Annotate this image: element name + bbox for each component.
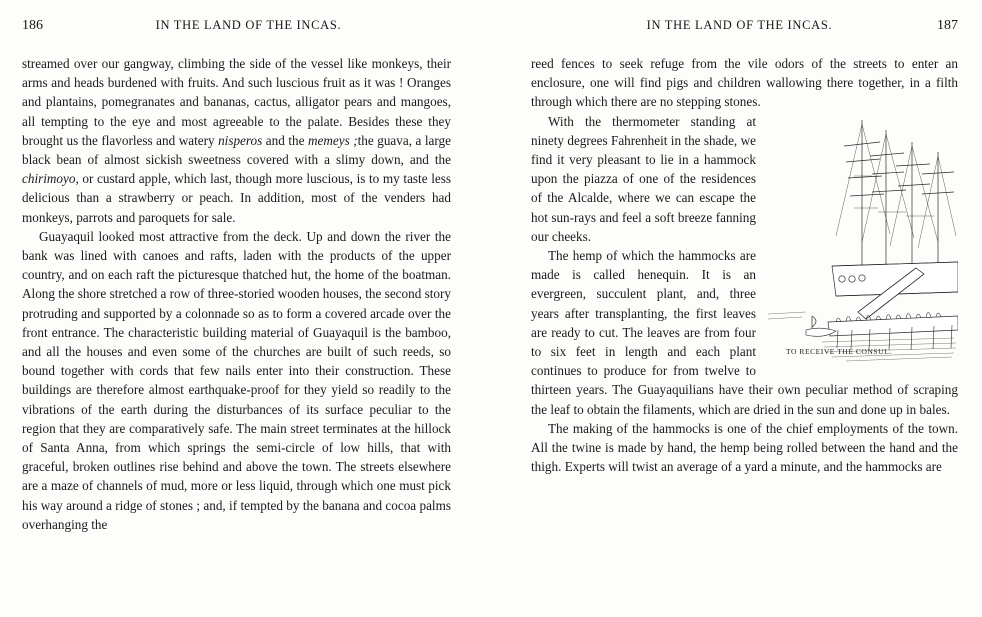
illustration-caption: TO RECEIVE THE CONSUL.	[786, 347, 892, 357]
fragment: and the	[262, 132, 308, 148]
paragraph: reed fences to seek refuge from the vile odors of the streets to enter an enclosure, one will find pigs and children wallowing there together, in a filth through which there are no stepping stones.	[531, 56, 958, 110]
paragraph	[22, 54, 451, 227]
italic-word-nisperos: nisperos	[218, 132, 263, 148]
right-page	[491, 0, 982, 617]
right-running-head	[531, 18, 958, 40]
right-page-body	[531, 54, 958, 476]
left-page-body	[22, 54, 451, 534]
left-folio: 186	[22, 18, 43, 33]
italic-word-memeys: memeys ;	[307, 132, 358, 148]
right-running-title: IN THE LAND OF THE INCAS.	[646, 18, 833, 32]
engraving-artwork	[766, 116, 958, 364]
italic-word-chirimoyo: chirimoyo	[22, 171, 76, 187]
paragraph-text-cont: the guava, a large black bean of almost sickish sweetness covered with a slimy down, and the	[22, 132, 451, 168]
paragraph: The making of the hammocks is one of the chief employments of the town. All the twine is made by hand, the hemp being rolled between the hand and the thigh. Experts will twist an average of a yard a minute, and the hammocks are	[531, 420, 958, 475]
paragraph: With the thermometer standing at ninety degrees Fahrenheit in the shade, we find it very pleasant to lie in a hammock upon the piazza of one of the residences of the Alcalde, where we can escape the hot sun-rays and feel a soft breeze fanning our cheeks.	[531, 113, 756, 244]
fragment-end: , or custard apple, which last, though more luscious, is to my taste less delicious than a strawberry or peach. In addition, most of the venders had monkeys, parrots and paroquets for sale.	[22, 171, 451, 225]
right-folio: 187	[937, 18, 958, 33]
paragraph: Guayaquil looked most attractive from the deck. Up and down the river the bank was lined with canoes and rafts, laden with the products of the upper country, and on each raft the picturesque thatched hut, the home of the boatman. Along the shore stretched a row of three-storied wooden houses, the second story protruding and supported by a colonnade so as to form a covered arcade over the front entrance. The characteristic building material of Guayaquil is the bamboo, and all the houses and even some of the churches are built of such reeds, so bound together with cords that few nails enter into their construction. These buildings are therefore almost earthquake-proof for they yield so readily to the vibrations of the earth during the disturbances of its surface peculiar to the region that they are comparatively safe. The main street terminates at the hillock of Santa Anna, from which springs the semi-circle of low hills, that with graceful, broken outlines rise behind and above the town. The streets elsewhere are a maze of channels of mud, more or less liquid, through which one must pick his way around a ridge of stones ; and, if tempted by the banana and cocoa palms overhanging the	[22, 228, 451, 532]
left-running-title: IN THE LAND OF THE INCAS.	[155, 18, 342, 32]
ship-and-dock-engraving	[766, 116, 958, 364]
paragraph-text: streamed over our gangway, climbing the side of the vessel like monkeys, their arms and heads burdened with fruits. And such luscious fruit as it was ! Oranges and plantains, pomegranates and bananas, cactus, alligator pears and mangoes, all tempting to the eye and most agreeable to the palate. Besides these they brought us the flavorless and watery	[22, 56, 451, 148]
paragraph: The hemp of which the hammocks are made is called henequin. It is an evergreen, succulent plant, and, three years after transplanting, the first leaves are ready to cut. The leaves are from four to six feet in length and each plant continues to produce for from twelve to thirteen years. The Guayaquilians have their own peculiar method of scraping the leaf to obtain the filaments, which are dried in the sun and done up in bales.	[531, 248, 958, 417]
left-running-head	[22, 18, 451, 40]
